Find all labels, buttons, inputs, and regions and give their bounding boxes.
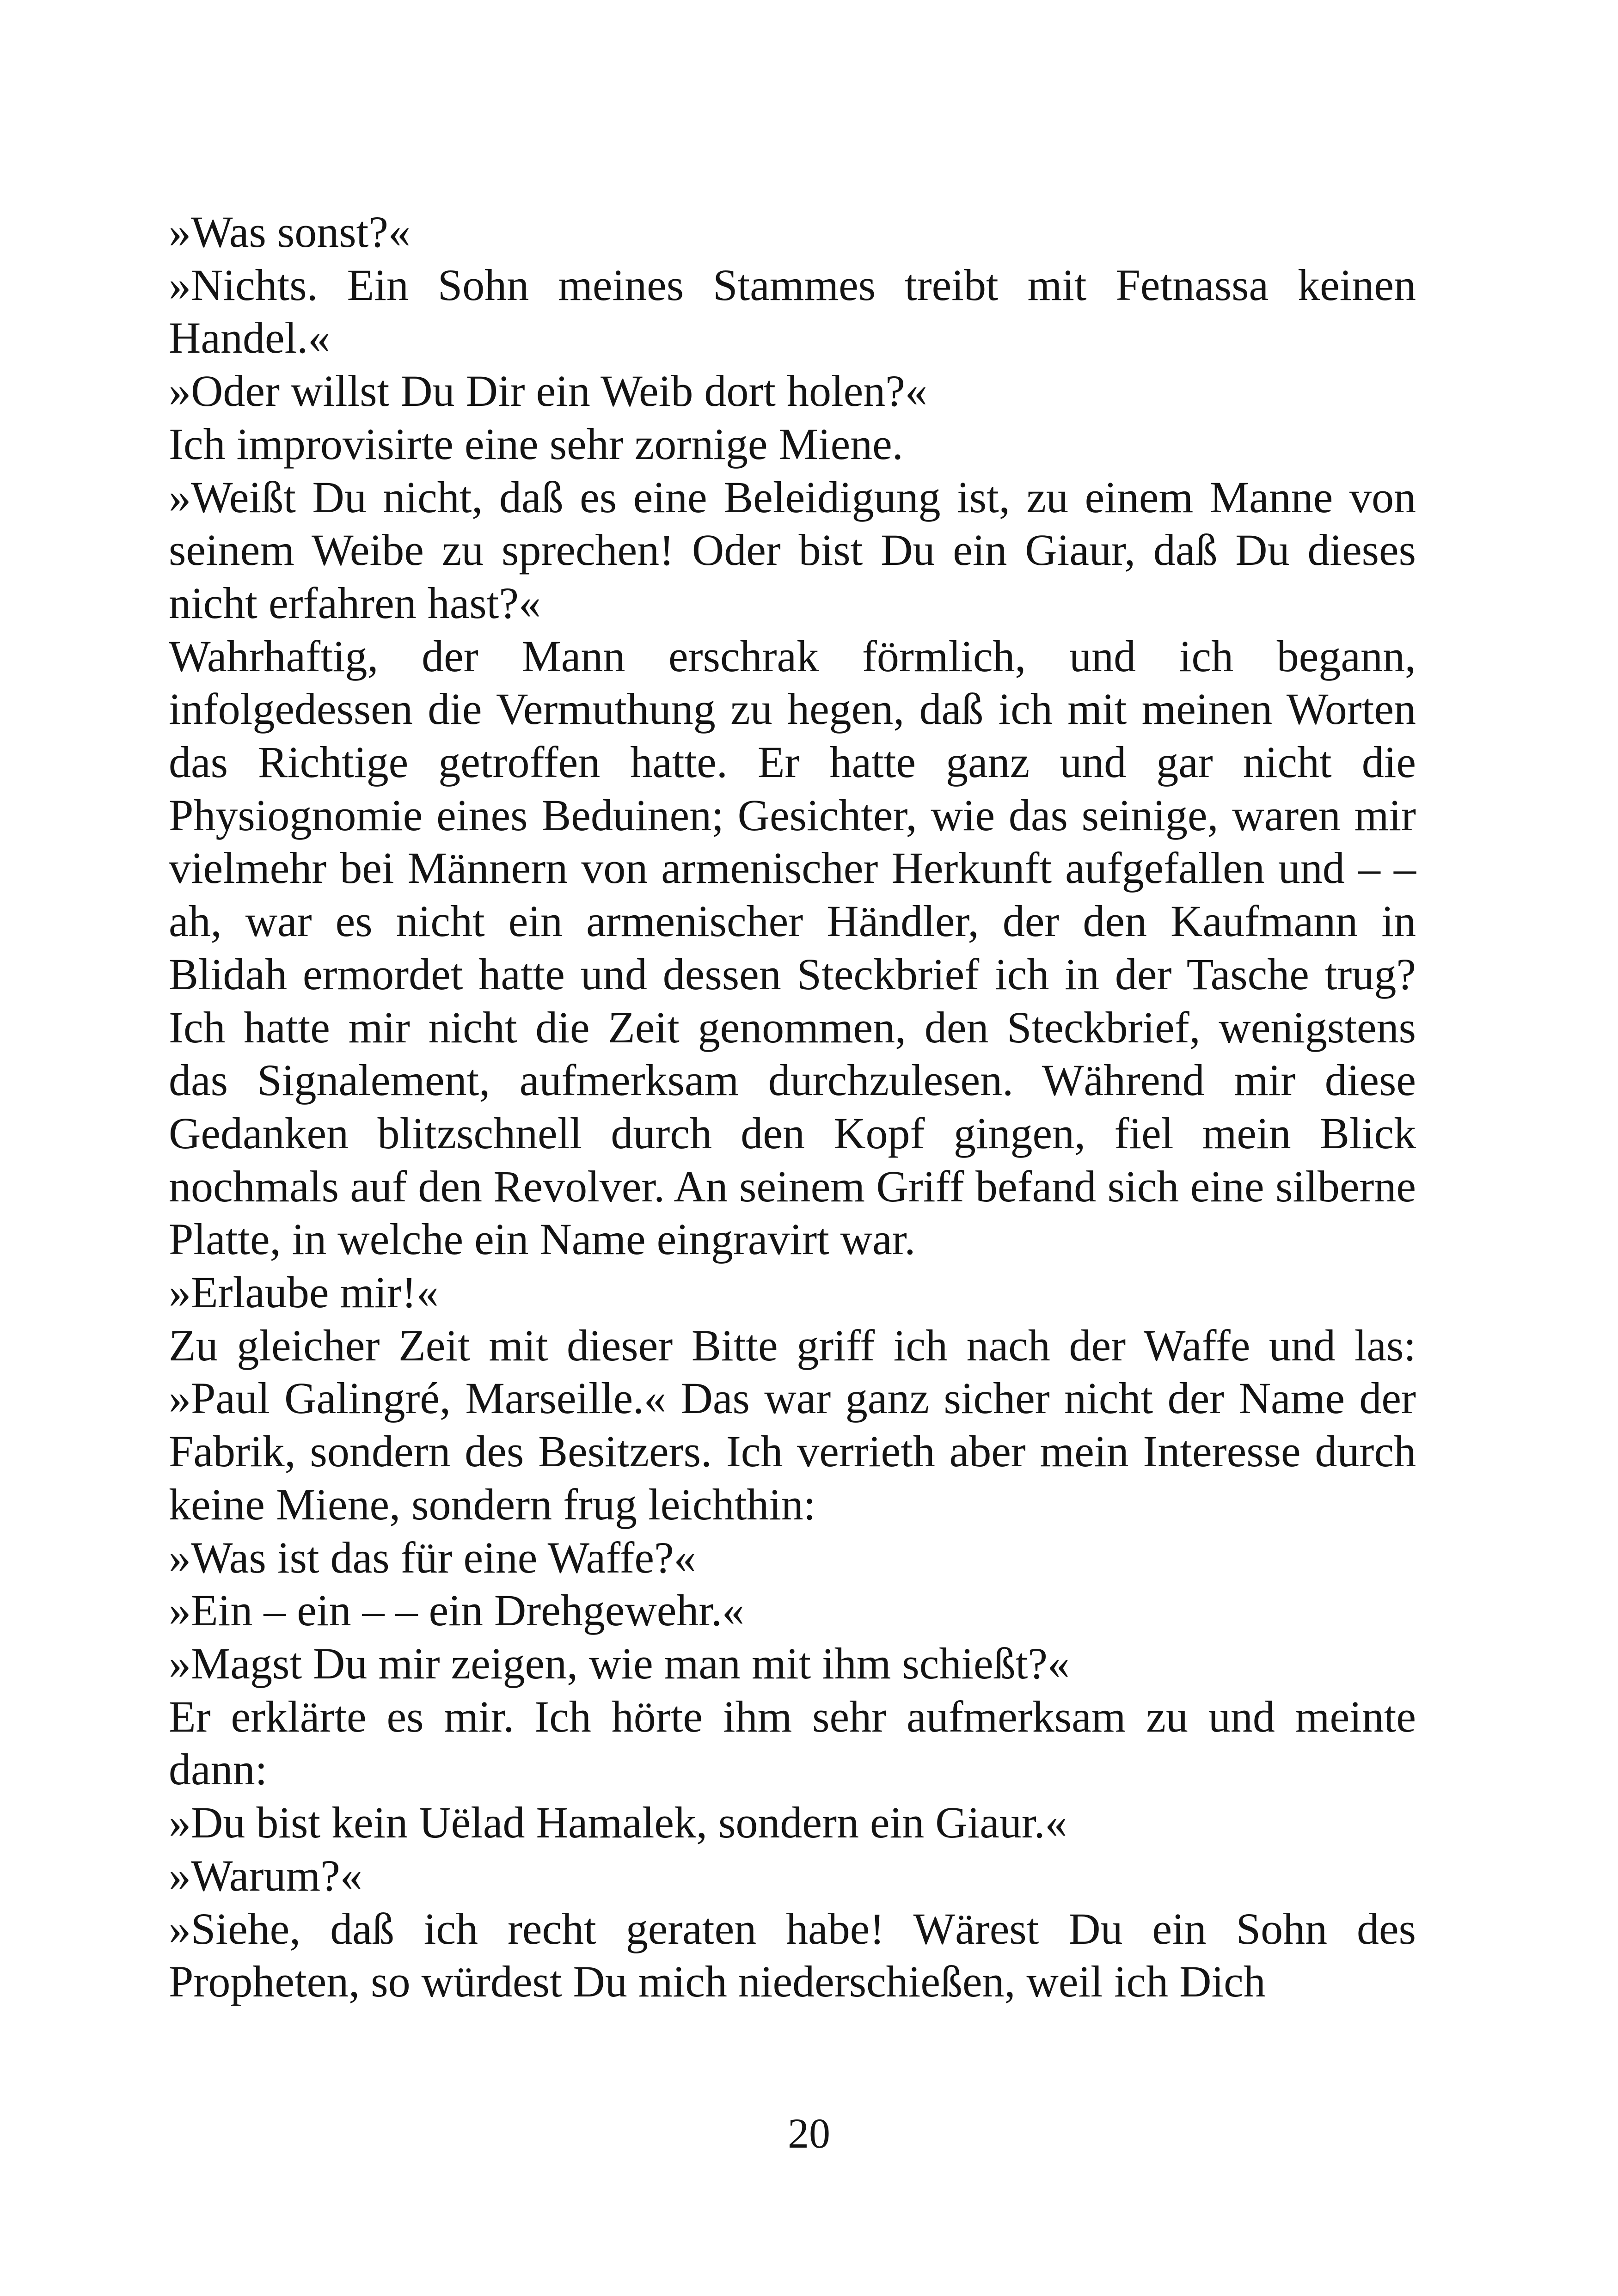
paragraph-2: »Nichts. Ein Sohn meines Stammes treibt mit Fetnassa keinen Handel.«	[169, 260, 1416, 363]
paragraph-8: Zu gleicher Zeit mit dieser Bitte griff ich nach der Waffe und las: »Paul Galingré, Marseille.« Das war ganz sicher nicht der Name der Fabrik, sondern des Besitzers. Ich verrieth aber mein Interesse durch keine Miene, sondern frug leichthin:	[169, 1320, 1416, 1529]
paragraph-7: »Erlaube mir!«	[169, 1267, 439, 1317]
paragraph-5: »Weißt Du nicht, daß es eine Beleidigung ist, zu einem Manne von seinem Weibe zu sprechen! Oder bist Du ein Giaur, daß Du dieses nicht erfahren hast?«	[169, 472, 1416, 628]
paragraph-13: »Du bist kein Uëlad Hamalek, sondern ein Giaur.«	[169, 1798, 1067, 1848]
paragraph-11: »Magst Du mir zeigen, wie man mit ihm schießt?«	[169, 1638, 1070, 1688]
page-number: 20	[788, 2110, 830, 2157]
paragraph-12: Er erklärte es mir. Ich hörte ihm sehr aufmerksam zu und meinte dann:	[169, 1691, 1416, 1794]
paragraph-14: »Warum?«	[169, 1850, 362, 1900]
paragraph-3: »Oder willst Du Dir ein Weib dort holen?«	[169, 366, 927, 416]
body-text	[169, 206, 1416, 2008]
paragraph-10: »Ein – ein – – ein Drehgewehr.«	[169, 1586, 744, 1635]
paragraph-15: »Siehe, daß ich recht geraten habe! Wärest Du ein Sohn des Propheten, so würdest Du mich niederschießen, weil ich Dich	[169, 1904, 1416, 2007]
paragraph-4: Ich improvisirte eine sehr zornige Miene.	[169, 419, 903, 469]
paragraph-6: Wahrhaftig, der Mann erschrak förmlich, und ich begann, infolgedessen die Vermuthung zu hegen, daß ich mit meinen Worten das Richtige getroffen hatte. Er hatte ganz und gar nicht die Physiognomie eines Beduinen; Gesichter, wie das seinige, waren mir vielmehr bei Männern von armenischer Herkunft aufgefallen und – – ah, war es nicht ein armenischer Händler, der den Kaufmann in Blidah ermordet hatte und dessen Steckbrief ich in der Tasche trug? Ich hatte mir nicht die Zeit genommen, den Steckbrief, wenigstens das Signalement, aufmerksam durchzulesen. Während mir diese Gedanken blitzschnell durch den Kopf gingen, fiel mein Blick nochmals auf den Revolver. An seinem Griff befand sich eine silberne Platte, in welche ein Name eingravirt war.	[169, 631, 1416, 1264]
paragraph-9: »Was ist das für eine Waffe?«	[169, 1532, 696, 1582]
paragraph-1: »Was sonst?«	[169, 207, 411, 257]
